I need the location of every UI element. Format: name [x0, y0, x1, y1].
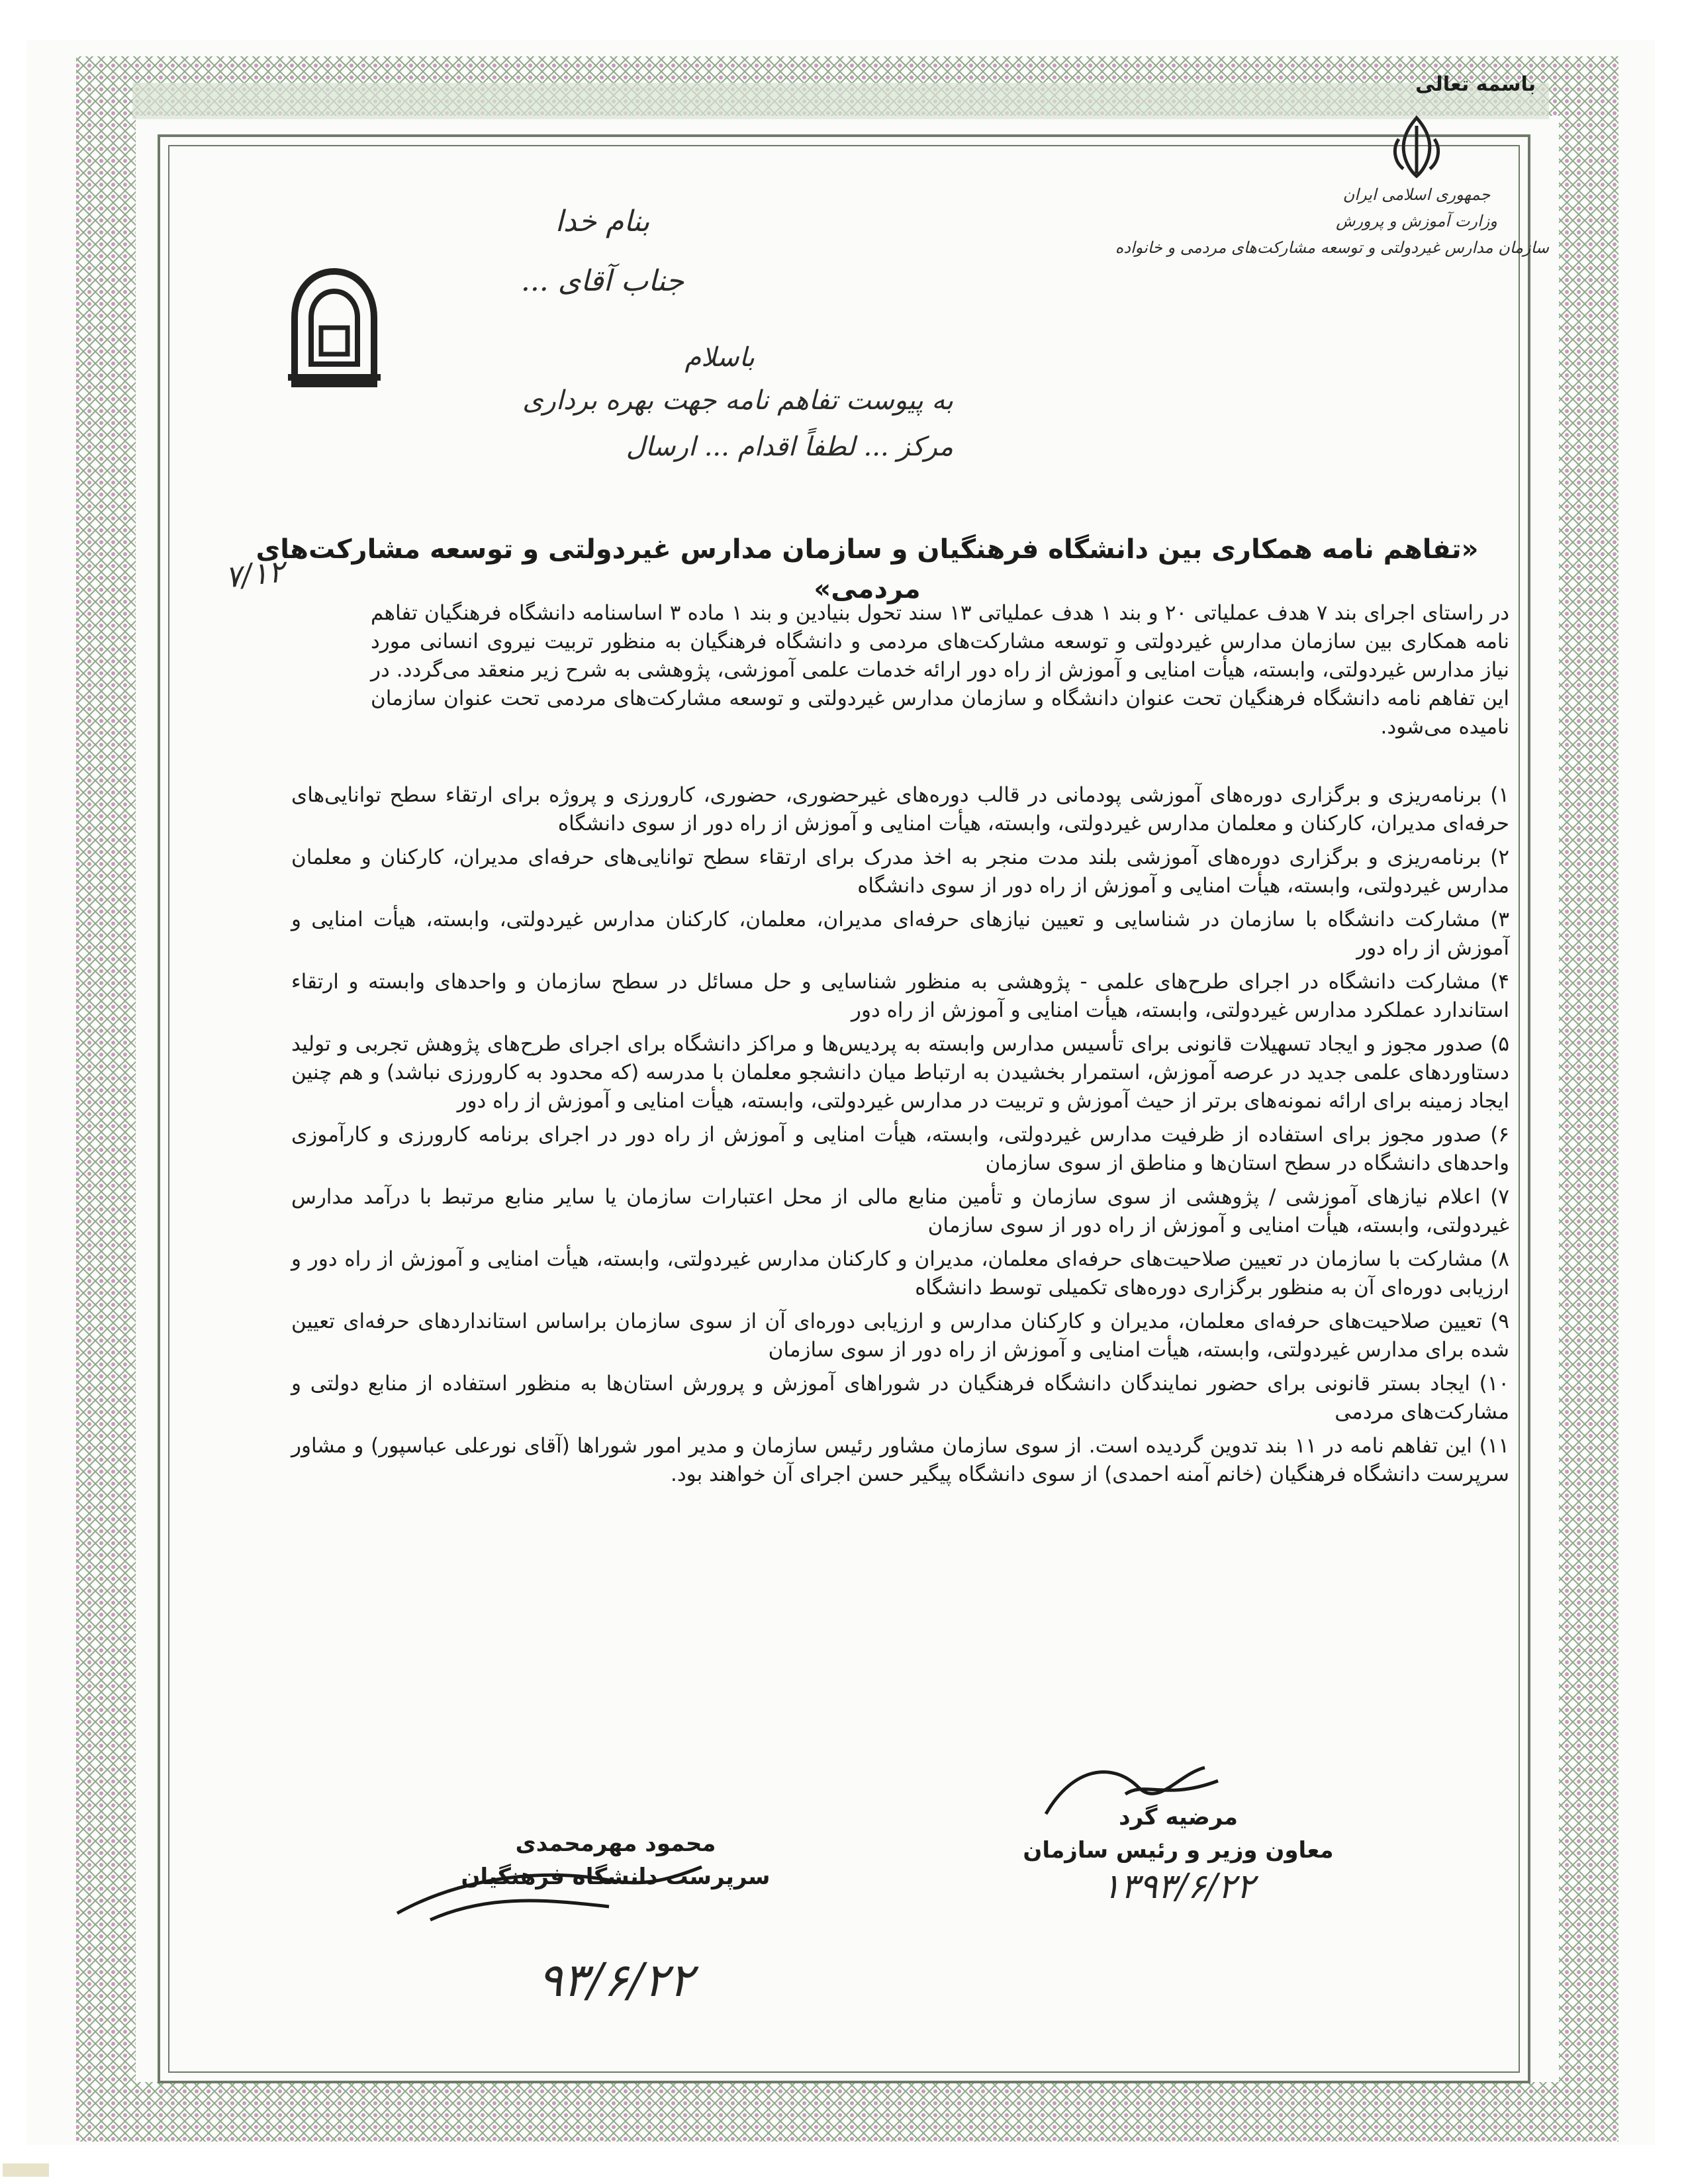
letterhead-organization: سازمان مدارس غیردولتی و توسعه مشارکت‌های مردمی و خانواده — [1115, 238, 1549, 257]
signature-left — [430, 1827, 801, 2007]
document-intro: در راستای اجرای بند ۷ هدف عملیاتی ۲۰ و بند ۱ هدف عملیاتی ۱۳ سند تحول بنیادین و بند ۱ ماده ۳ اساسنامه دانشگاه فرهنگیان تفاهم نامه همکاری بین سازمان مدارس غیردولتی و توسعه مشارکت‌های مردمی و دانشگاه فرهنگیان به منظور تربیت نیروی انسانی مورد نیاز مدارس غیردولتی، وابسته، هیأت امنایی و آموزش از راه دور ارائه خدمات علمی آموزشی، پژوهشی به شرح زیر منعقد می‌گردد. در این تفاهم نامه دانشگاه فرهنگیان تحت عنوان دانشگاه و سازمان مدارس غیردولتی و توسعه مشارکت‌های مردمی تحت عنوان سازمان نامیده می‌شود. — [371, 601, 1510, 739]
list-item: ۷) اعلام نیازهای آموزشی / پژوهشی از سوی سازمان و تأمین منابع مالی از محل اعتبارات سازمان یا سایر منابع مرتبط با درآمد مدارس غیردولتی، وابسته، هیأت امنایی و آموزش از راه دور از سوی سازمان — [291, 1185, 1509, 1237]
signer-name-right: مرضیه گرد — [1119, 1804, 1238, 1830]
signature-date-right: ۱۳۹۳/۶/۲۲ — [1102, 1867, 1255, 1907]
handwritten-line-5: مرکز ... لطفاً اقدام ... ارسال — [626, 432, 953, 462]
list-item: ۹) تعیین صلاحیت‌های حرفه‌ای معلمان، مدیران و کارکنان مدارس و ارزیابی دوره‌ای آن از سوی سازمان براساس استانداردهای حرفه‌ای تعیین شده برای مدارس غیردولتی، وابسته، هیأت امنایی و آموزش از راه دور از سوی سازمان — [291, 1309, 1509, 1362]
signer-name-left: محمود مهرمحمدی — [515, 1830, 716, 1857]
handwritten-line-3: باسلام — [684, 342, 755, 373]
signer-title-right: معاون وزیر و رئیس سازمان — [1023, 1837, 1334, 1864]
scan-tag — [3, 2163, 49, 2177]
handwritten-date: ۷/۱۲ — [223, 553, 287, 595]
list-item: ۸) مشارکت با سازمان در تعیین صلاحیت‌های حرفه‌ای معلمان، مدیران و کارکنان مدارس غیردولتی، وابسته، هیأت امنایی و آموزش از راه دور و ارزیابی دوره‌ای آن به منظور برگزاری دوره‌های تکمیلی توسط دانشگاه — [291, 1247, 1509, 1300]
document-items — [291, 781, 1509, 1494]
handwritten-line-4: به پیوست تفاهم نامه جهت بهره برداری — [522, 385, 953, 416]
signature-scribble-left — [391, 1854, 708, 1933]
list-item: ۵) صدور مجوز و ایجاد تسهیلات قانونی برای تأسیس مدارس وابسته به پردیس‌ها و مراکز دانشگاه برای اجرای طرح‌های پژوهش تجربی و تولید دستاوردهای علمی جدید در عرصه آموزش، استمرار بخشیدن به ارتباط میان دانشجو معلمان با مدرسه (که محدود به کارورزی نباشد) و هم چنین ایجاد زمینه برای ارائه نمونه‌های برتر از حیث آموزش و تربیت در مدارس غیردولتی، وابسته، هیأت امنایی و آموزش از راه دور — [291, 1032, 1509, 1113]
list-item: ۲) برنامه‌ریزی و برگزاری دوره‌های آموزشی بلند مدت منجر به اخذ مدرک برای ارتقاء سطح توانایی‌های حرفه‌ای مدیران، کارکنان و معلمان مدارس غیردولتی، وابسته، هیأت امنایی و آموزش از راه دور از سوی دانشگاه — [291, 845, 1509, 898]
signer-title-left: سرپرست دانشگاه فرهنگیان — [461, 1864, 771, 1890]
letterhead-ministry: وزارت آموزش و پرورش — [1336, 212, 1497, 230]
letterhead — [1115, 113, 1549, 261]
document-title: «تفاهم نامه همکاری بین دانشگاه فرهنگیان و سازمان مدارس غیردولتی و توسعه مشارکت‌های مردمی» — [256, 534, 1479, 604]
handwritten-note-body — [225, 338, 953, 470]
letterhead-country: جمهوری اسلامی ایران — [1342, 185, 1491, 204]
list-item: ۱۱) این تفاهم نامه در ۱۱ بند تدوین گردیده است. از سوی سازمان مشاور رئیس سازمان و مدیر امور شوراها (آقای نورعلی عباسپور) و مشاور سرپرست دانشگاه فرهنگیان (خانم آمنه احمدی) از سوی دانشگاه پیگیر حسن اجرای آن خواهند بود. — [291, 1434, 1509, 1486]
signature-date-left: ۹۳/۶/۲۲ — [538, 1953, 694, 2007]
list-item: ۳) مشارکت دانشگاه با سازمان در شناسایی و تعیین نیازهای حرفه‌ای مدیران، معلمان، کارکنان مدارس غیردولتی، وابسته، هیأت امنایی و آموزش از راه دور — [291, 908, 1509, 960]
list-item: ۴) مشارکت دانشگاه در اجرای طرح‌های علمی - پژوهشی به منظور شناسایی و حل مسائل در سطح سازمان و واحدهای وابسته و ارتقاء استاندارد عملکرد مدارس غیردولتی، وابسته، هیأت امنایی و آموزش از راه دور — [291, 970, 1509, 1022]
signature-scribble-right — [1033, 1754, 1231, 1827]
iran-emblem-icon — [1387, 113, 1446, 179]
list-item: ۱) برنامه‌ریزی و برگزاری دوره‌های آموزشی پودمانی در قالب دوره‌های غیرحضوری، حضوری، کارورزی و پروژه برای ارتقاء سطح توانایی‌های حرفه‌ای مدیران، کارکنان و معلمان مدارس غیردولتی، وابسته، هیأت امنایی و آموزش از راه دور از سوی دانشگاه — [291, 783, 1509, 835]
invocation-heading: باسمه تعالی — [1415, 73, 1536, 96]
signature-right — [993, 1801, 1364, 1907]
handwritten-line-2: جناب آقای ... — [520, 264, 684, 298]
list-item: ۱۰) ایجاد بستر قانونی برای حضور نمایندگان دانشگاه فرهنگیان در شوراهای آموزش و پرورش استان‌ها به منظور استفاده از منابع دولتی و مشارکت‌های مردمی — [291, 1372, 1509, 1424]
handwritten-line-1: بنام خدا — [555, 205, 650, 238]
list-item: ۶) صدور مجوز برای استفاده از ظرفیت مدارس غیردولتی، وابسته، هیأت امنایی و آموزش از راه دور در اجرای برنامه کارورزی و کارآموزی واحدهای دانشگاه در سطح استان‌ها و مناطق از سوی سازمان — [291, 1123, 1509, 1175]
handwritten-note — [371, 199, 834, 305]
